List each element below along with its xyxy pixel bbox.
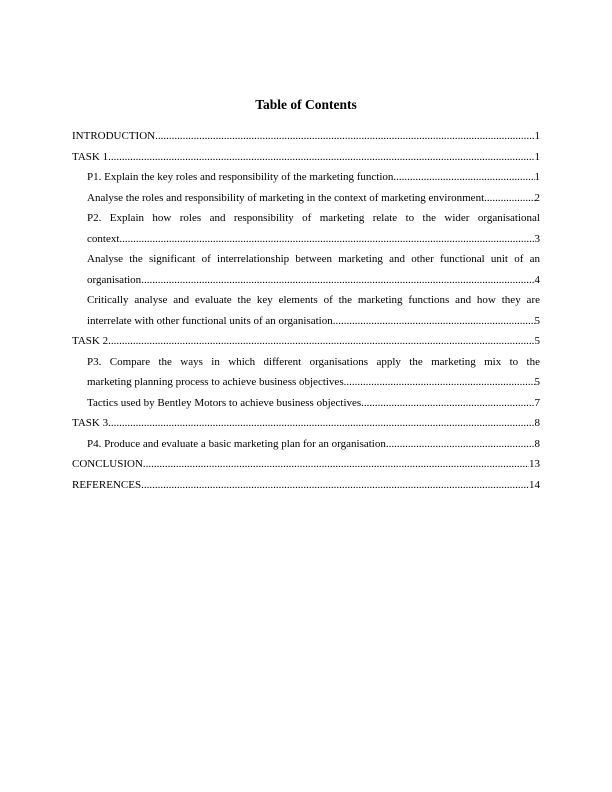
toc-title: Table of Contents	[255, 97, 357, 112]
toc-entry[interactable]	[87, 188, 540, 209]
toc-entry-text: marketing planning process to achieve business objectives	[87, 376, 344, 388]
toc-page-number: 5	[534, 335, 540, 347]
toc-entry[interactable]	[87, 393, 540, 414]
toc-entry-text: P4. Produce and evaluate a basic marketing plan for an organisation	[87, 437, 386, 450]
dot-leader	[155, 126, 534, 147]
toc-entry-text: CONCLUSION	[72, 458, 143, 470]
toc-entry-text: P1. Explain the key roles and responsibility of the marketing function	[87, 171, 394, 183]
toc-entry[interactable]	[87, 434, 540, 455]
toc-entry[interactable]	[87, 167, 540, 188]
toc-page-number: 1	[534, 150, 540, 163]
toc-page-number: 5	[534, 314, 540, 327]
toc-entry-text: INTRODUCTION	[72, 130, 156, 142]
toc-page-number: 8	[534, 437, 540, 450]
toc-page-number: 7	[534, 396, 540, 409]
toc-entry-text: REFERENCES	[72, 478, 142, 491]
dot-leader	[344, 372, 535, 393]
dot-leader	[141, 270, 534, 291]
dot-leader	[386, 434, 535, 455]
dot-leader	[361, 393, 534, 414]
dot-leader	[141, 475, 529, 496]
toc-page-number: 8	[534, 417, 540, 429]
toc-entry[interactable]	[72, 454, 540, 475]
toc-page-number: 3	[534, 232, 540, 245]
dot-leader	[333, 311, 535, 332]
dot-leader	[108, 413, 534, 434]
dot-leader	[108, 147, 534, 168]
toc-entry-text: Tactics used by Bentley Motors to achieve business objectives	[87, 396, 362, 409]
toc-entry-text: interrelate with other functional units of an organisation	[87, 314, 333, 327]
dot-leader	[143, 454, 529, 475]
toc-entry[interactable]	[72, 126, 540, 147]
table-of-contents	[72, 126, 540, 495]
toc-entry-text: P2. Explain how roles and responsibility of marketing relate to the wider organisational	[87, 212, 540, 224]
toc-page-number: 1	[534, 130, 540, 142]
toc-page-number: 13	[529, 458, 540, 470]
toc-entry-text: Analyse the roles and responsibility of marketing in the context of marketing environment	[87, 191, 485, 204]
toc-entry-text: organisation	[87, 273, 142, 286]
toc-entry-text: TASK 2	[72, 335, 109, 347]
dot-leader	[108, 331, 534, 352]
toc-entry-text: P3. Compare the ways in which different organisations apply the marketing mix to the	[87, 355, 540, 368]
toc-entry[interactable]	[72, 413, 540, 434]
toc-entry[interactable]	[87, 290, 540, 331]
toc-entry[interactable]	[87, 352, 540, 393]
dot-leader	[393, 167, 534, 188]
toc-entry-text: Analyse the significant of interrelationship between marketing and other functional unit of an	[87, 253, 540, 265]
toc-entry[interactable]	[72, 331, 540, 352]
toc-page-number: 1	[534, 171, 540, 183]
toc-entry[interactable]	[72, 475, 540, 496]
toc-page-number: 5	[534, 376, 540, 388]
toc-entry[interactable]	[87, 208, 540, 249]
toc-entry-text: TASK 1	[72, 150, 109, 163]
toc-entry-text: Critically analyse and evaluate the key elements of the marketing functions and how they are	[87, 294, 540, 306]
toc-entry[interactable]	[87, 249, 540, 290]
toc-page-number: 2	[534, 191, 540, 204]
dot-leader	[484, 188, 534, 209]
toc-entry[interactable]	[72, 147, 540, 168]
toc-entry-text: TASK 3	[72, 417, 109, 429]
toc-page-number: 14	[529, 478, 540, 491]
toc-page-number: 4	[534, 273, 540, 286]
dot-leader	[119, 229, 534, 250]
toc-entry-text: context	[87, 232, 120, 245]
